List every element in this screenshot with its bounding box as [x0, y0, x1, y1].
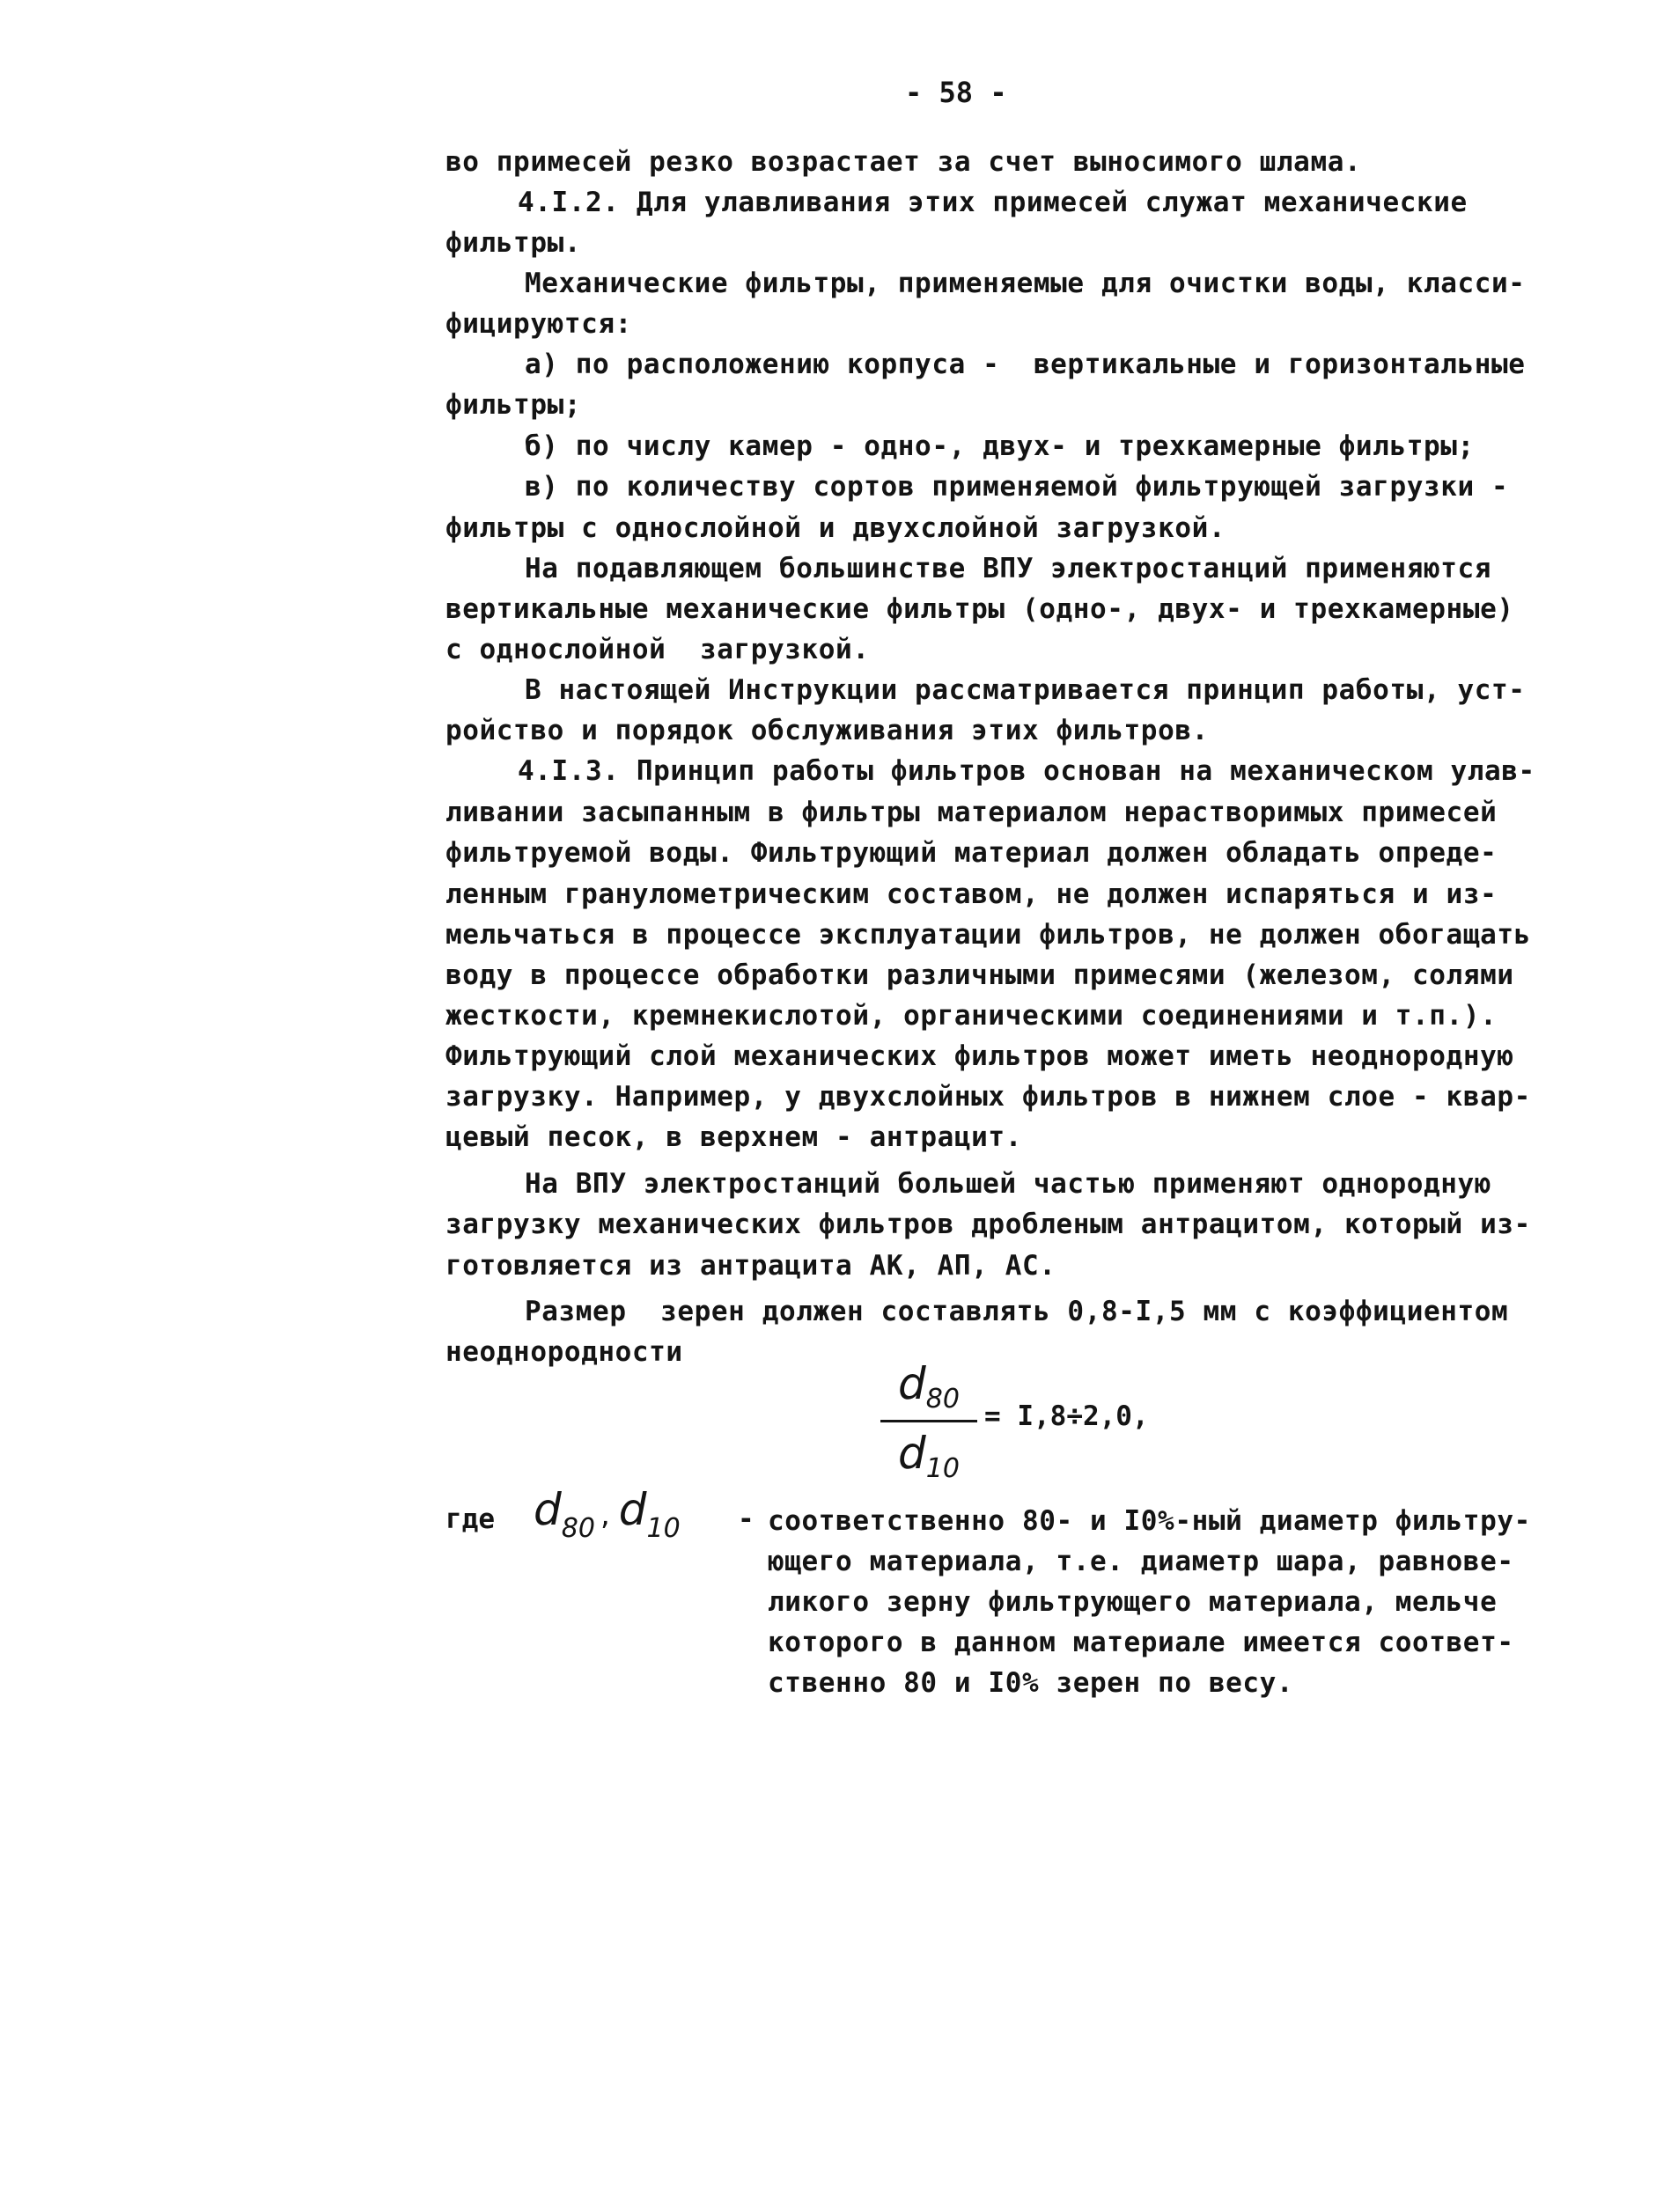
text-line: загрузку. Например, у двухслойных фильтров в нижнем слое - квар-: [445, 1081, 1531, 1113]
text-line: ройство и порядок обслуживания этих фильтров.: [445, 715, 1209, 746]
heterogeneity-formula: [880, 1358, 1149, 1484]
text-line: ливании засыпанным в фильтры материалом нерастворимых примесей: [445, 797, 1498, 828]
page-number: - 58 -: [905, 76, 1007, 109]
symbol-d80-subscript: 80: [561, 1513, 595, 1544]
text-line: ленным гранулометрическим составом, не должен испаряться и из-: [445, 878, 1498, 910]
text-line: фицируются:: [445, 308, 632, 340]
numerator-base: d: [898, 1358, 926, 1409]
text-line: готовляется из антрацита АК, АП, АС.: [445, 1250, 1056, 1282]
denominator-base: d: [898, 1428, 926, 1479]
where-line: соответственно 80- и I0%-ный диаметр фильтру-: [768, 1505, 1531, 1537]
text-line: Механические фильтры, применяемые для очистки воды, класси-: [525, 268, 1526, 299]
text-line: жесткости, кремнекислотой, органическими соединениями и т.п.).: [445, 1000, 1498, 1032]
text-line: фильтры.: [445, 227, 582, 259]
where-line: ственно 80 и I0% зерен по весу.: [768, 1667, 1294, 1699]
text-line: с однослойной загрузкой.: [445, 634, 870, 665]
text-line: мельчаться в процессе эксплуатации фильтров, не должен обогащать: [445, 919, 1531, 951]
text-line: во примесей резко возрастает за счет выносимого шлама.: [445, 146, 1362, 178]
text-line: неоднородности: [445, 1336, 683, 1368]
text-line: На подавляющем большинстве ВПУ электростанций применяются: [525, 553, 1492, 584]
text-line: 4.I.2. Для улавливания этих примесей служат механические: [518, 187, 1468, 218]
where-line: которого в данном материале имеется соответ-: [768, 1627, 1514, 1658]
text-line: фильтруемой воды. Фильтрующий материал должен обладать опреде-: [445, 837, 1498, 869]
text-line: фильтры;: [445, 389, 582, 421]
where-label: где: [445, 1503, 495, 1535]
formula-value: = I,8÷2,0,: [984, 1400, 1149, 1432]
where-line: ликого зерну фильтрующего материала, мельче: [768, 1586, 1498, 1618]
formula-denominator: [880, 1429, 977, 1484]
text-line: фильтры с однослойной и двухслойной загрузкой.: [445, 512, 1226, 544]
text-line: б) по числу камер - одно-, двух- и трехкамерные фильтры;: [525, 430, 1475, 462]
denominator-subscript: 10: [925, 1453, 960, 1484]
numerator-subscript: 80: [925, 1384, 960, 1415]
where-symbols: [534, 1484, 681, 1544]
symbol-separator: ,: [600, 1497, 610, 1532]
text-line: В настоящей Инструкции рассматривается принцип работы, уст-: [525, 674, 1526, 706]
text-line: в) по количеству сортов применяемой фильтрующей загрузки -: [525, 471, 1509, 503]
where-line: ющего материала, т.е. диаметр шара, равнове-: [768, 1546, 1514, 1577]
text-line: загрузку механических фильтров дробленым антрацитом, который из-: [445, 1209, 1531, 1240]
text-line: воду в процессе обработки различными примесями (железом, солями: [445, 959, 1514, 991]
text-line: Фильтрующий слой механических фильтров может иметь неоднородную: [445, 1040, 1514, 1072]
formula-numerator: [880, 1360, 977, 1415]
symbol-d80-base: d: [534, 1484, 562, 1535]
symbol-d10-base: d: [618, 1484, 647, 1535]
text-line: 4.I.3. Принцип работы фильтров основан на механическом улав-: [518, 755, 1535, 787]
where-dash: -: [738, 1503, 755, 1535]
text-line: На ВПУ электростанций большей частью применяют однородную: [525, 1168, 1492, 1200]
fraction-bar: [880, 1420, 977, 1422]
text-line: а) по расположению корпуса - вертикальные и горизонтальные: [525, 349, 1526, 380]
text-line: Размер зерен должен составлять 0,8-I,5 мм с коэффициентом: [525, 1296, 1509, 1327]
symbol-d10-subscript: 10: [646, 1513, 681, 1544]
text-line: вертикальные механические фильтры (одно-, двух- и трехкамерные): [445, 593, 1514, 625]
text-line: цевый песок, в верхнем - антрацит.: [445, 1121, 1022, 1153]
formula-fraction: [880, 1360, 977, 1484]
